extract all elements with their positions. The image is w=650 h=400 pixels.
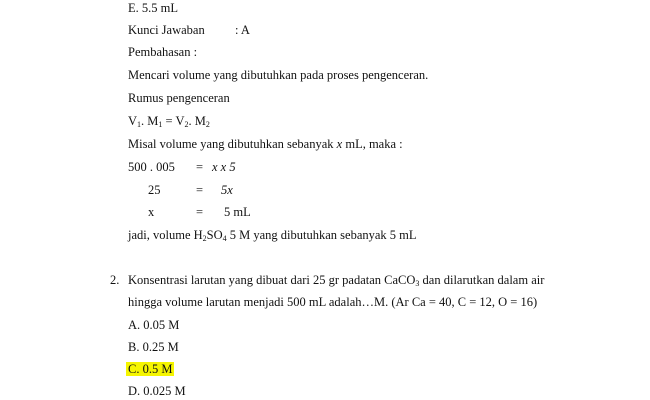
option-d[interactable]: D. 0.025 M	[128, 384, 186, 398]
question-2-text-line2: hingga volume larutan menjadi 500 mL adalah…M. (Ar Ca = 40, C = 12, O = 16)	[128, 295, 538, 309]
option-a[interactable]: A. 0.05 M	[128, 318, 180, 332]
step-3-rhs: 5 mL	[224, 205, 251, 219]
step-1-lhs: 500 . 005	[128, 160, 175, 174]
highlighted-answer: C. 0.5 M	[128, 362, 173, 376]
option-e: E. 5.5 mL	[128, 1, 178, 15]
option-c-correct[interactable]	[126, 361, 174, 377]
step-2-lhs: 25	[148, 183, 161, 197]
rumus-label: Rumus pengenceran	[128, 91, 230, 105]
step-2-rhs: 5x	[221, 183, 233, 197]
step-3-eq: =	[196, 205, 204, 219]
step-3-lhs: x	[148, 205, 155, 219]
conclusion: jadi, volume $H_2SO_4$ 5 M yang dibutuhkan sebanyak 5 mL	[128, 228, 417, 243]
misal-text: Misal volume yang dibutuhkan sebanyak x mL, maka :	[128, 137, 403, 151]
step-2-eq: =	[196, 183, 204, 197]
intro-text: Mencari volume yang dibutuhkan pada proses pengenceran.	[128, 68, 429, 82]
step-1-eq: =	[196, 160, 204, 174]
step-1-rhs: x x 5	[212, 160, 236, 174]
option-b[interactable]: B. 0.25 M	[128, 340, 179, 354]
question-2-number: 2.	[110, 273, 120, 287]
answer-key-label: Kunci Jawaban	[128, 23, 205, 37]
dilution-formula: $V_1$. $M_1 = V_2$. $M_2$	[128, 114, 210, 129]
answer-key-value: : A	[235, 23, 250, 37]
pembahasan-label: Pembahasan :	[128, 45, 198, 59]
answer-key	[128, 22, 250, 38]
question-2-text-line1: Konsentrasi larutan yang dibuat dari 25 gr padatan CaCO$_3$ dan dilarutkan dalam air	[128, 273, 545, 288]
